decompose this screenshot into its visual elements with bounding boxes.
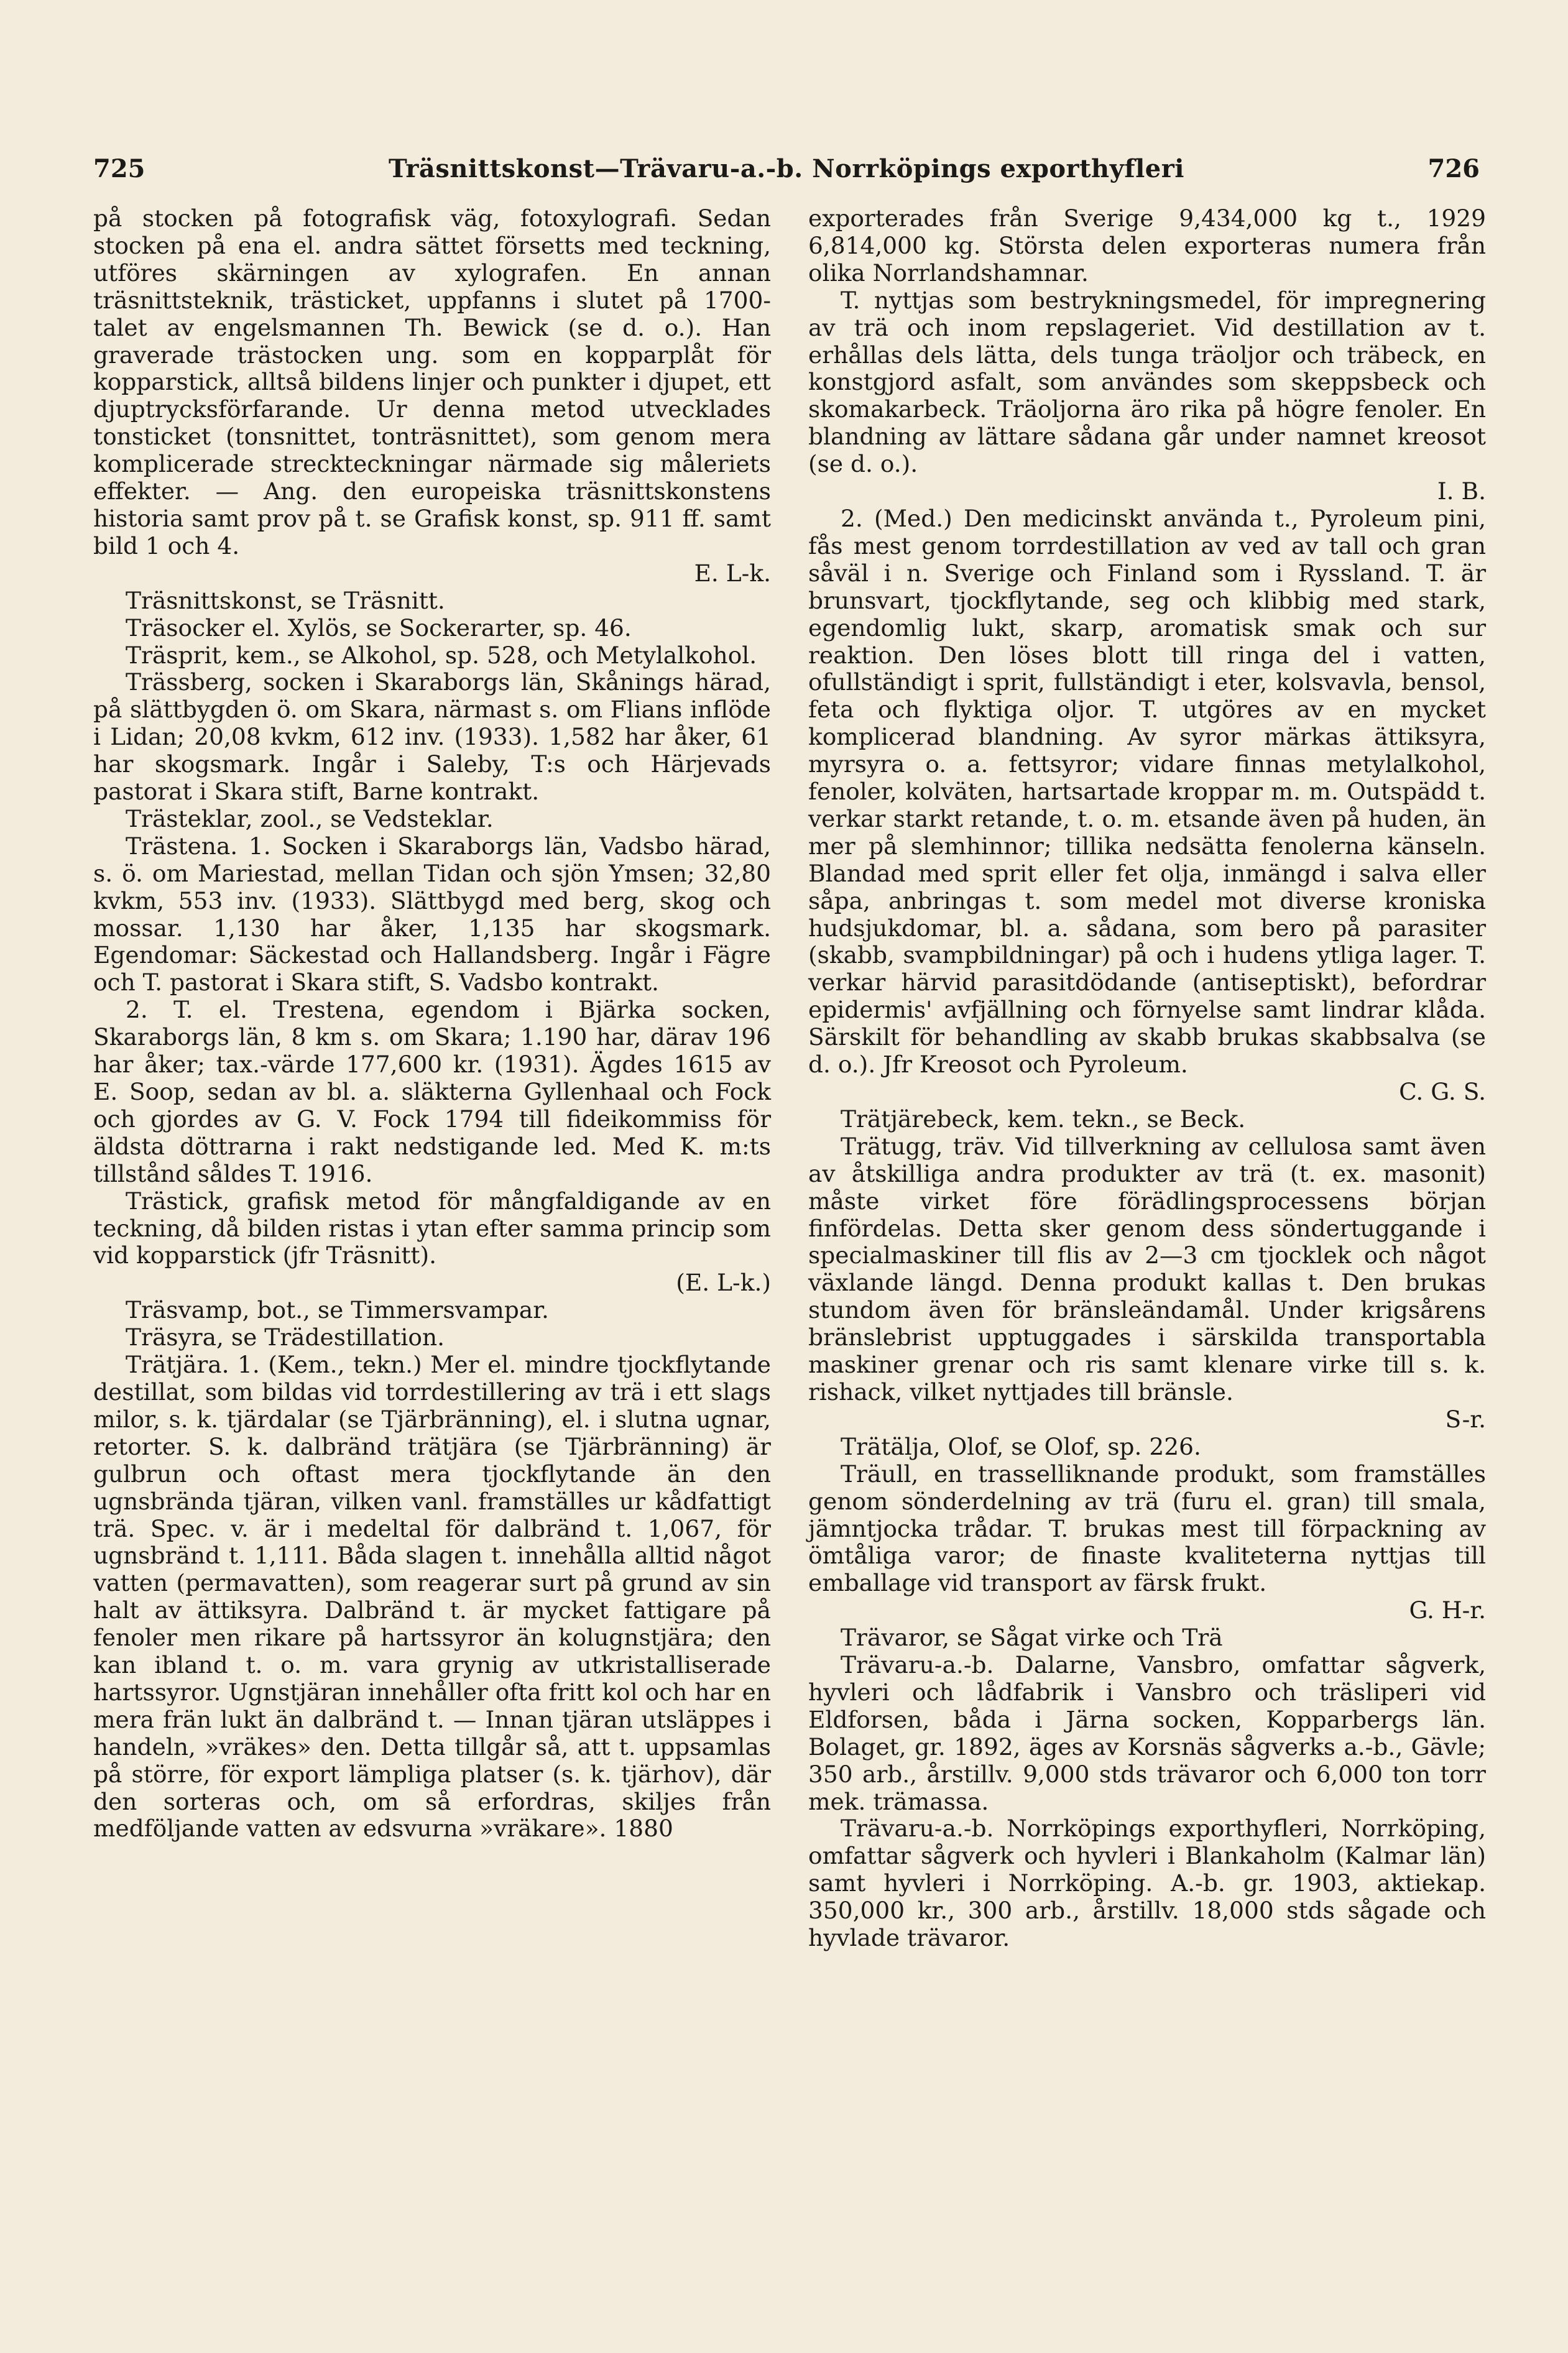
entry-tratalja: Trätälja, Olof, se Olof, sp. 226. — [841, 1432, 1201, 1460]
right-column — [808, 205, 1486, 1952]
entry-traull: Träull, en trasselliknande produkt, som framställes genom sönderdelning av trä (furu el. gran) till smala, jämntjocka trådar. T. brukas mest till förpackning av ömtåliga varor; de finaste kvaliteterna nyttjas till emballage vid transport av färsk frukt. G. H-r. — [808, 1460, 1486, 1624]
author-signature: G. H-r. — [1409, 1596, 1486, 1624]
author-signature: S-r. — [1445, 1405, 1486, 1433]
page-header — [93, 154, 1480, 198]
entry-tratjara-uses: T. nyttjas som bestrykningsmedel, för impregnering av trä och inom repslageriet. Vid destillation av t. erhållas dels lätta, dels tunga träoljor och träbeck, en konstgjord asfalt, som användes som skeppsbeck och skomakarbeck. Träoljorna äro rika på högre fenoler. En blandning av lättare sådana går under namnet kreosot (se d. o.). I. B. — [808, 286, 1486, 505]
entry-trasnittskonst-ref: Träsnittskonst, se Träsnitt. — [126, 586, 445, 614]
entry-travaror: Trävaror, se Sågat virke och Trä — [841, 1624, 1223, 1652]
entry-trastena-2: 2. T. el. Trestena, egendom i Bjärka socken, Skaraborgs län, 8 km s. om Skara; 1.190 har, därav 196 har åker; tax.-värde 177,600 kr. (1931). Ägdes 1615 av E. Soop, sedan av bl. a. släkterna Gyllenhaal och Fock och gjordes av G. V. Fock 1794 till fideikommiss för äldsta döttrarna i rakt nedstigande led. Med K. m:ts tillstånd såldes T. 1916. — [93, 996, 771, 1187]
entry-trastena-1: Trästena. 1. Socken i Skaraborgs län, Vadsbo härad, s. ö. om Mariestad, mellan Tidan och sjön Ymsen; 32,80 kvkm, 553 inv. (1933). Slättbygd med berg, skog och mossar. 1,130 har åker, 1,135 har skogsmark. Egendomar: Säckestad och Hallandsberg. Ingår i Fägre och T. pastorat i Skara stift, S. Vadsbo kontrakt. — [93, 832, 771, 997]
entry-trasyra: Träsyra, se Trädestillation. — [126, 1324, 445, 1351]
entry-trasnittskonst-cont: på stocken på fotografisk väg, fotoxylografi. Sedan stocken på ena el. andra sättet försetts med teckning, utföres skärningen av xylografen. En annan träsnittsteknik, trästicket, uppfanns i slutet på 1700-talet av engelsmannen Th. Bewick (se d. o.). Han graverade trästocken ung. som en kopparplåt för kopparstick, alltså bildens linjer och punkter i djupet, ett djuptrycksförfarande. Ur denna metod utvecklades tonsticket (tonsnittet, tonträsnittet), som genom mera komplicerade streckteckningar närmade sig måleriets effekter. — Ang. den europeiska träsnittskonstens historia samt prov på t. se Grafisk konst, sp. 911 ff. samt bild 1 och 4. E. L-k. — [93, 205, 771, 587]
author-signature: C. G. S. — [1399, 1078, 1486, 1105]
entry-tratjara-cont: exporterades från Sverige 9,434,000 kg t., 1929 6,814,000 kg. Största delen exporteras numera från olika Norrlandshamnar. — [808, 205, 1486, 287]
entry-tratjara-med: 2. (Med.) Den medicinskt använda t., Pyroleum pini, fås mest genom torrdestillation av ved av tall och gran såväl i n. Sverige och Finland som i Ryssland. T. är brunsvart, tjockflytande, seg och klibbig med stark, egendomlig lukt, skarp, aromatisk smak och sur reaktion. Den löses blott till ringa del i vatten, ofullständigt i sprit, fullständigt i eter, kolsvavla, bensol, feta och flyktiga oljor. T. utgöres av en mycket komplicerad blandning. Av syror märkas ättiksyra, myrsyra o. a. fettsyror; vidare finnas metylalkohol, fenoler, kolväten, hartsartade kroppar m. m. Outspädd t. verkar starkt retande, t. o. m. etsande även på huden, än mer på slemhinnor; tillika nedsätta fenolerna känseln. Blandad med sprit eller fet olja, inmängd i salva eller såpa, anbringas t. som medel mot diverse kroniska hudsjukdomar, bl. a. sådana, som bero på parasiter (skabb, svampbildningar) på och i hudens ytliga lager. T. verkar härvid parasitdödande (antiseptiskt), befordrar epidermis' avfjällning och förnyelse samt lindrar klåda. Särskilt för behandling av skabb brukas skabbsalva (se d. o.). Jfr Kreosot och Pyroleum. C. G. S. — [808, 504, 1486, 1105]
left-column — [93, 205, 771, 1843]
entry-tratugg: Trätugg, träv. Vid tillverkning av cellulosa samt även av åtskilliga andra produkter av trä (t. ex. masonit) måste virket före förädlingsprocessens början finfördelas. Detta sker genom dess söndertuggande i specialmaskiner till flis av 2—3 cm tjocklek och något växlande längd. Denna produkt kallas t. Den brukas stundom även för bränsleändamål. Under krigsårens bränslebrist upptuggades i särskilda transportabla maskiner grenar och ris samt klenare virke till s. k. rishack, vilket nyttjades till bränsle. S-r. — [808, 1132, 1486, 1433]
entry-travaru-dalarne: Trävaru-a.-b. Dalarne, Vansbro, omfattar sågverk, hyvleri och lådfabrik i Vansbro och träsliperi vid Eldforsen, båda i Järna socken, Kopparbergs län. Bolaget, gr. 1892, äges av Korsnäs sågverks a.-b., Gävle; 350 arb., årstillv. 9,000 stds trävaror och 6,000 ton torr mek. trämassa. — [808, 1651, 1486, 1815]
running-title: Träsnittskonst—Trävaru-a.-b. Norrköpings exporthyfleri — [388, 154, 1184, 183]
entry-travaru-norrkoping: Trävaru-a.-b. Norrköpings exporthyfleri, Norrköping, omfattar sågverk och hyvleri i Blankaholm (Kalmar län) samt hyvleri i Norrköping. A.-b. gr. 1903, aktiekap. 350,000 kr., 300 arb., årstillv. 18,000 stds sågade och hyvlade trävaror. — [808, 1815, 1486, 1952]
entry-tratjarebeck: Trätjärebeck, kem. tekn., se Beck. — [841, 1105, 1246, 1133]
page-number-left: 725 — [93, 154, 145, 183]
author-signature: E. L-k. — [694, 559, 771, 587]
entry-trasocker: Träsocker el. Xylös, se Sockerarter, sp. 46. — [126, 614, 632, 642]
author-signature: (E. L-k.) — [676, 1269, 771, 1297]
entry-trasvamp: Träsvamp, bot., se Timmersvampar. — [126, 1296, 549, 1324]
entry-trastick: Trästick, grafisk metod för mångfaldigande av en teckning, då bilden ristas i ytan efter samma princip som vid kopparstick (jfr Träsnitt). (E. L-k.) — [93, 1187, 771, 1297]
entry-trasteklar: Trästeklar, zool., se Vedsteklar. — [126, 804, 494, 832]
entry-trasprit: Träsprit, kem., se Alkohol, sp. 528, och Metylalkohol. — [126, 641, 757, 669]
entry-trassberg: Trässberg, socken i Skaraborgs län, Skånings härad, på slättbygden ö. om Skara, närmast s. om Flians inflöde i Lidan; 20,08 kvkm, 612 inv. (1933). 1,582 har åker, 61 har skogsmark. Ingår i Saleby, T:s och Härjevads pastorat i Skara stift, Barne kontrakt. — [93, 668, 771, 806]
author-signature: I. B. — [1437, 477, 1486, 505]
entry-tratjara: Trätjära. 1. (Kem., tekn.) Mer el. mindre tjockflytande destillat, som bildas vid torrdestillering av trä i ett slags milor, s. k. tjärdalar (se Tjärbränning), el. i slutna ugnar, retorter. S. k. dalbränd trätjära (se Tjärbränning) är gulbrun och oftast mera tjockflytande än den ugnsbrända tjäran, vilken vanl. framställes ur kådfattigt trä. Spec. v. är i medeltal för dalbränd t. 1,067, för ugnsbränd t. 1,111. Båda slagen t. innehålla alltid något vatten (permavatten), som reagerar surt på grund av sin halt av ättiksyra. Dalbränd t. är mycket fattigare på fenoler men rikare på hartssyror än kolugnstjära; den kan ibland t. o. m. vara grynig av utkristalliserade hartssyror. Ugnstjäran innehåller ofta fritt kol och har en mera frän lukt än dalbränd t. — Innan tjäran utsläppes i handeln, »vräkes» den. Detta tillgår så, att t. uppsamlas på större, för export lämpliga platser (s. k. tjärhov), där den sorteras och, om så erfordras, skiljes från medföljande vatten av edsvurna »vräkare». 1880 — [93, 1351, 771, 1843]
page-number-right: 726 — [1427, 154, 1480, 183]
